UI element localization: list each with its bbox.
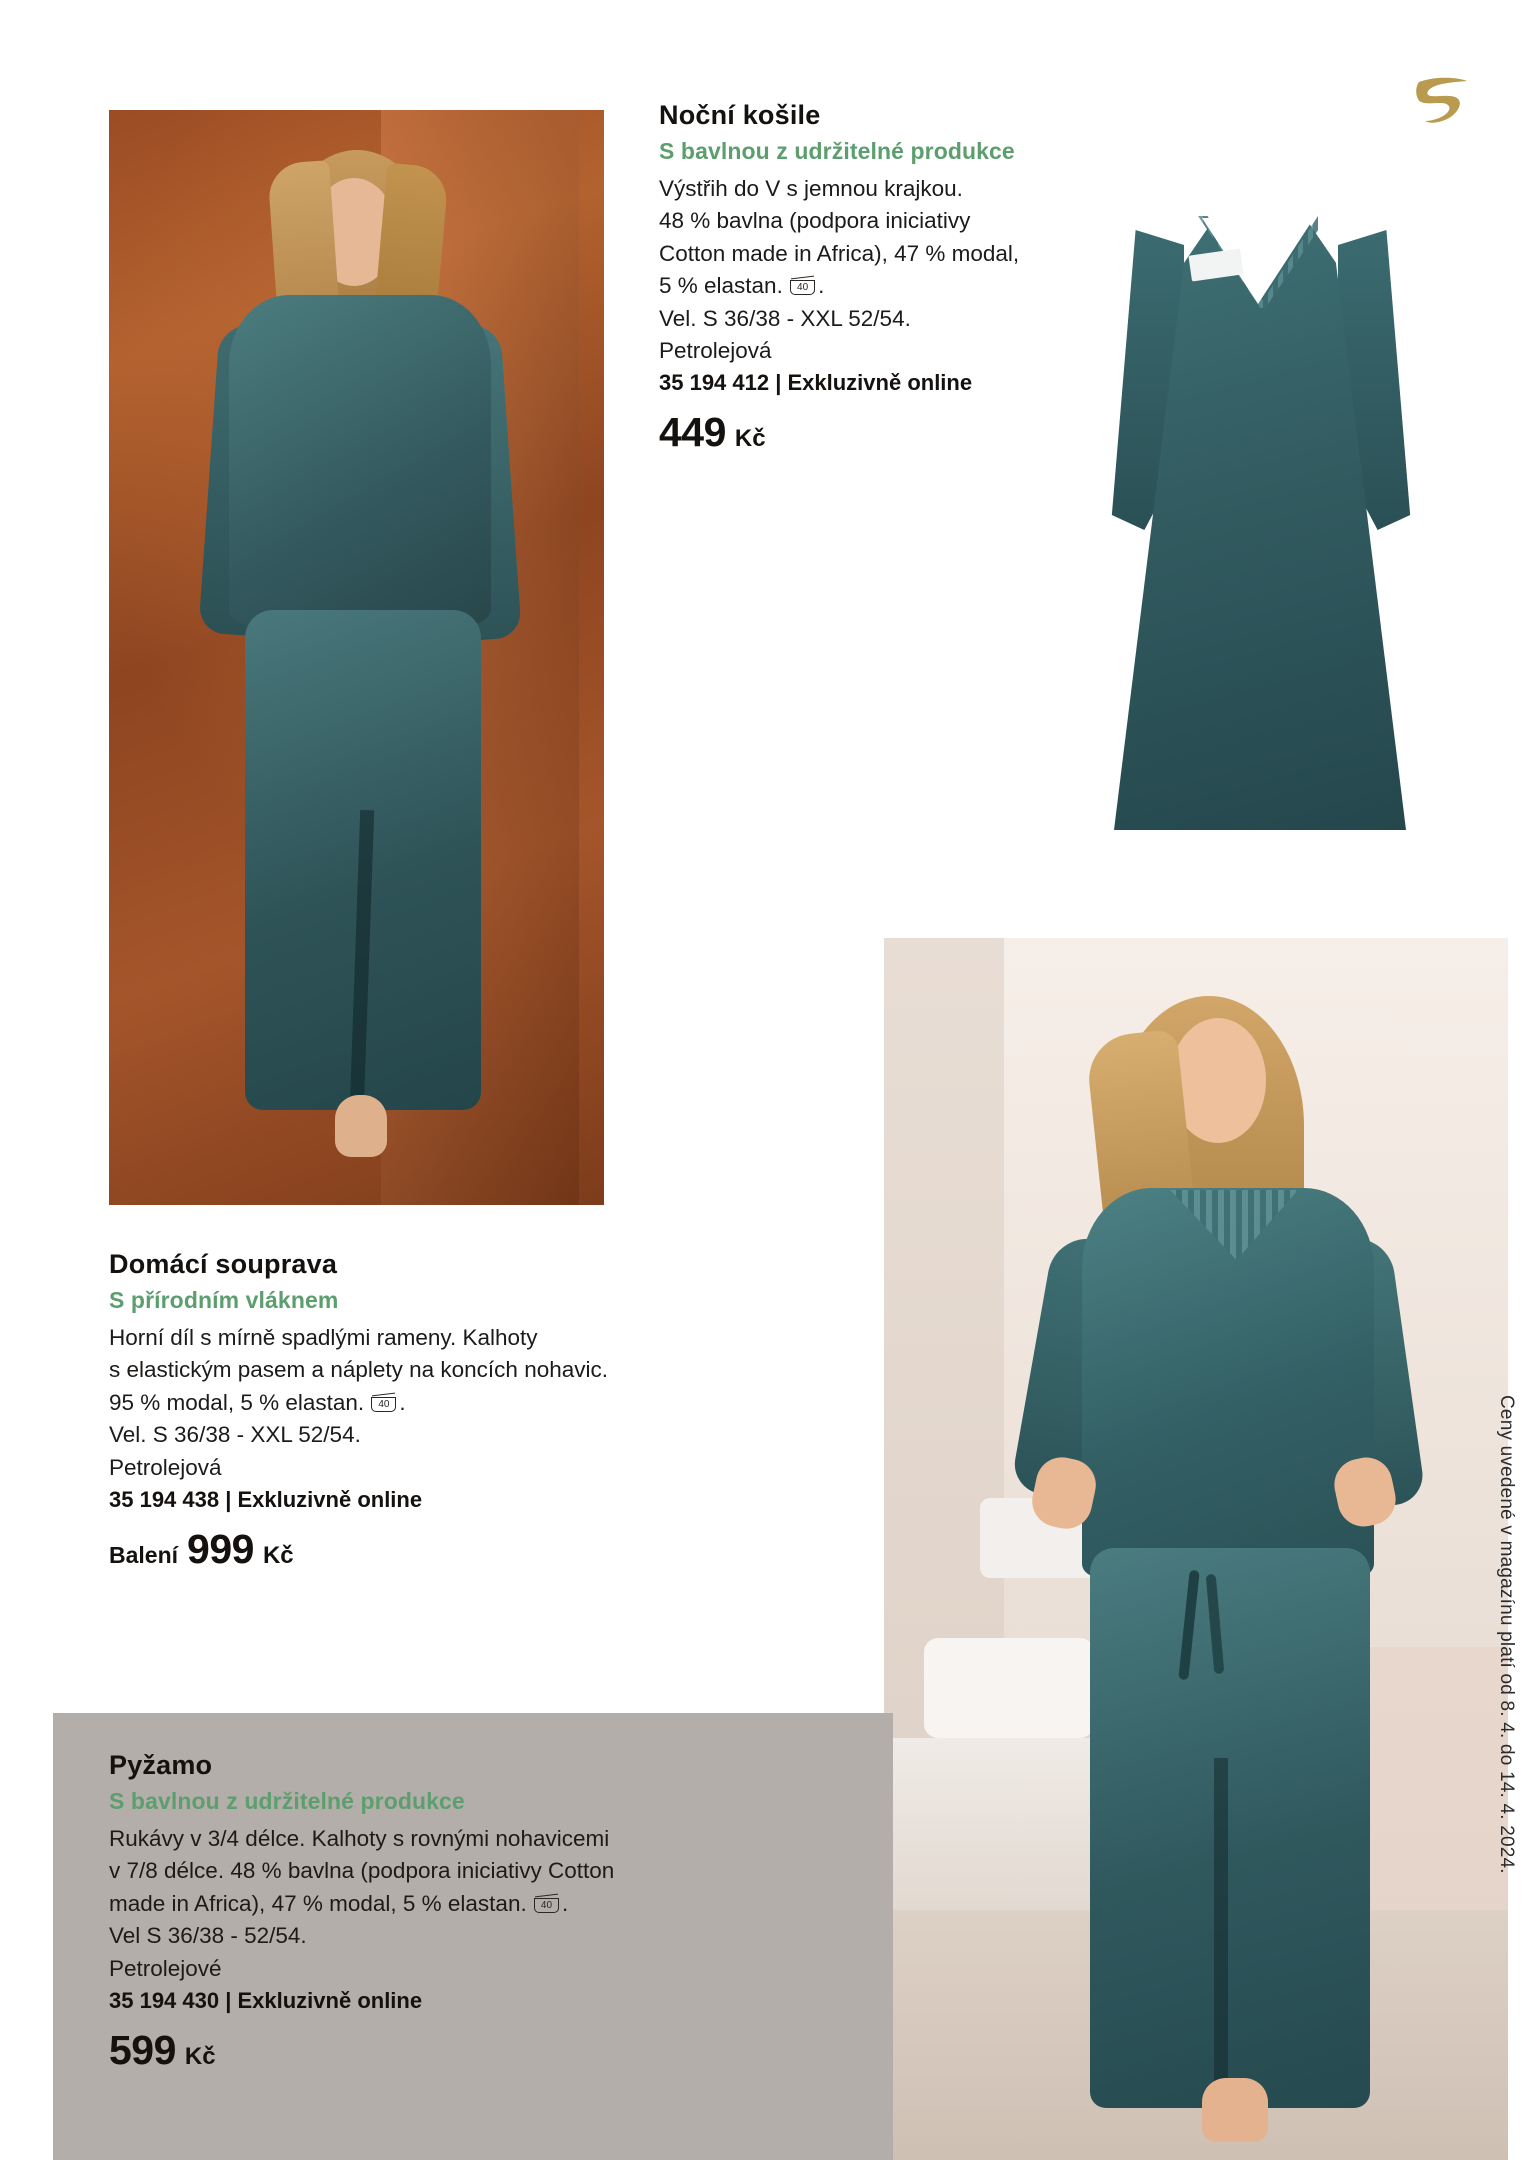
price-value: 449 (659, 409, 726, 456)
photo-nightdress (1090, 160, 1430, 860)
bathroom-sink (924, 1638, 1094, 1738)
washing-40-icon (790, 276, 817, 297)
price-currency: Kč (262, 1541, 294, 1569)
garment-leg-split (1214, 1758, 1228, 2108)
product-description (659, 173, 1129, 367)
product-description (109, 1823, 769, 1985)
product-code: 35 194 438 | Exkluzivně online (109, 1486, 423, 1512)
price-value: 999 (187, 1525, 254, 1572)
product-subtitle: S bavlnou z udržitelné produkce (659, 138, 1015, 164)
price-row (659, 409, 1129, 456)
price-pack-label: Balení (109, 1541, 179, 1568)
desc-period: . (818, 273, 825, 299)
product-color: Petrolejová (109, 1454, 222, 1480)
price-currency: Kč (734, 425, 766, 453)
garment-top (229, 295, 491, 625)
product-title: Pyžamo (109, 1750, 213, 1780)
desc-line-1: Horní díl s mírně spadlými rameny. Kalhoty (109, 1325, 538, 1350)
product-subtitle: S přírodním vláknem (109, 1287, 339, 1313)
product-code: 35 194 412 | Exkluzivně online (659, 370, 973, 396)
desc-line-2: s elastickým pasem a náplety na koncích nohavic. (109, 1357, 608, 1383)
desc-period: . (561, 1890, 569, 1916)
wash-temp-label: 40 (540, 1899, 553, 1911)
product-color: Petrolejové (109, 1955, 222, 1981)
desc-line-2: v 7/8 délce. 48 % bavlna (podpora iniciativy Cotton (109, 1858, 615, 1884)
washing-40-icon (371, 1393, 398, 1414)
wash-temp-label: 40 (378, 1398, 390, 1410)
price-validity-note: Ceny uvedené v magazínu platí od 8. 4. do 14. 4. 2024. (1496, 1395, 1517, 1874)
price-currency: Kč (184, 2042, 216, 2070)
product-description (109, 1322, 729, 1484)
tchibo-logo (1405, 66, 1477, 138)
price-row (109, 2027, 769, 2074)
product-title: Noční košile (659, 100, 821, 130)
desc-line-4: 5 % elastan. (659, 273, 783, 299)
product-code: 35 194 430 | Exkluzivně online (109, 1987, 423, 2013)
product-title: Domácí souprava (109, 1249, 338, 1279)
product-subtitle: S bavlnou z udržitelné produkce (109, 1788, 465, 1814)
price-row (109, 1526, 729, 1573)
product-sizes: Vel. S 36/38 - XXL 52/54. (109, 1422, 361, 1448)
product-sizes: Vel S 36/38 - 52/54. (109, 1923, 307, 1949)
product-sizes: Vel. S 36/38 - XXL 52/54. (659, 305, 911, 331)
washing-40-icon (534, 1894, 561, 1915)
model-foot (335, 1095, 387, 1157)
product-block-home-suit (109, 1249, 729, 1573)
product-color: Petrolejová (659, 337, 772, 363)
photo-pyjama (884, 938, 1508, 2160)
product-block-pyjama (109, 1750, 769, 2074)
desc-line-3: Cotton made in Africa), 47 % modal, (659, 240, 1020, 266)
photo-home-suit (109, 110, 604, 1205)
desc-line-3: made in Africa), 47 % modal, 5 % elastan. (109, 1890, 527, 1916)
desc-line-1: Rukávy v 3/4 délce. Kalhoty s rovnými nohavicemi (109, 1826, 610, 1851)
desc-line-1: Výstřih do V s jemnou krajkou. (659, 176, 963, 201)
desc-line-3: 95 % modal, 5 % elastan. (109, 1389, 365, 1415)
price-value: 599 (109, 2026, 176, 2073)
desc-line-2: 48 % bavlna (podpora iniciativy (659, 208, 971, 234)
garment-pyjama-pants (1090, 1548, 1370, 2108)
wash-temp-label: 40 (797, 282, 809, 294)
model-foot (1202, 2078, 1268, 2142)
desc-period: . (399, 1389, 406, 1415)
product-block-nightdress (659, 100, 1129, 456)
